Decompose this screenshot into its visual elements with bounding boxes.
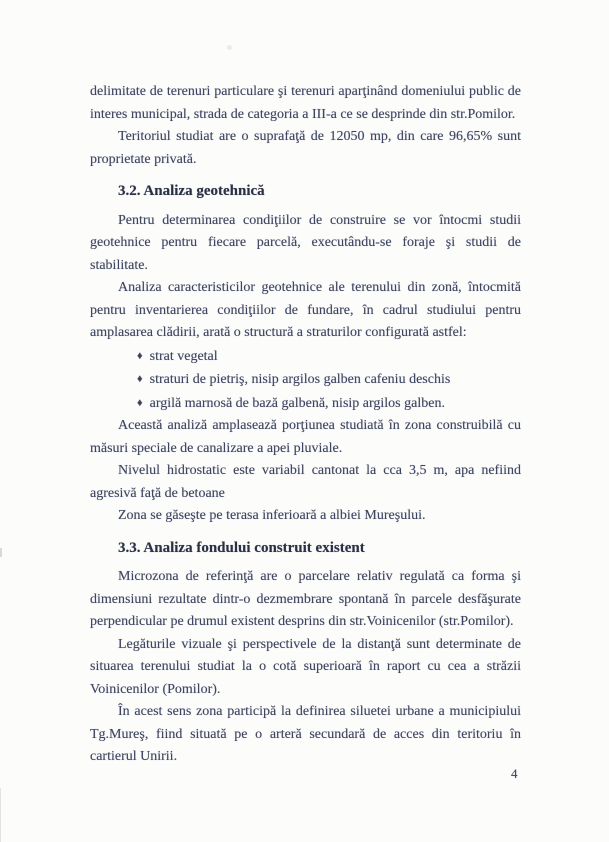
paragraph-geotech-analysis: Analiza caracteristicilor geotehnice ale terenului din zonă, întocmită pentru inventarierea condiţiilor de fundare, în cadrul studiului pentru amplasarea clădirii, arată o structură a straturilor configurată astfel: bbox=[90, 280, 521, 340]
page-number: 4 bbox=[511, 766, 518, 781]
section-heading-3-3: 3.3. Analiza fondului construit existent bbox=[118, 539, 365, 556]
strata-bullet-list bbox=[90, 345, 521, 416]
scan-artifact bbox=[0, 788, 1, 842]
paragraph-hydrostatic-level: Nivelul hidrostatic este variabil cantonat la cca 3,5 m, apa nefiind agresivă faţă de betoane bbox=[90, 463, 521, 501]
bullet-item-strat-vegetal bbox=[90, 345, 521, 369]
bullet-text: straturi de pietriş, nisip argilos galben cafeniu deschis bbox=[149, 372, 451, 387]
document-body bbox=[90, 81, 521, 769]
bullet-text: argilă marnosă de bază galbenă, nisip argilos galben. bbox=[149, 395, 445, 411]
scan-artifact bbox=[0, 548, 2, 557]
paragraph-mures-terrace: Zona se găseşte pe terasa inferioară a albiei Mureşului. bbox=[118, 508, 426, 523]
diamond-bullet-icon: ♦ bbox=[137, 373, 143, 385]
scan-speck bbox=[227, 45, 232, 50]
paragraph-visual-links: Legăturile vizuale şi perspectivele de la distanţă sunt determinate de situarea terenului studiat la o cotă superioară în raport cu cea a străzii Voinicenilor (Pomilor). bbox=[90, 636, 521, 697]
section-heading-3-2: 3.2. Analiza geotehnică bbox=[118, 183, 265, 199]
paragraph-urban-silhouette: În acest sens zona participă la definirea siluetei urbane a municipiului Tg.Mureş, fiind situată pe o arteră secundară de acces din teritoriu în cartierul Unirii. bbox=[90, 704, 521, 764]
paragraph-intro-continuation: delimitate de terenuri particulare şi terenuri aparţinând domeniului public de interes municipal, strada de categoria a III-a ce se desprinde din str.Pomilor. bbox=[90, 84, 521, 122]
paragraph-microzone: Microzona de referinţă are o parcelare relativ regulată ca forma şi dimensiuni rezultate dintr-o dezmembrare spontană în parcele desfăşurate perpendicular pe drumul existent desprins din str.Voinicenilor (str.Pomilor). bbox=[90, 569, 521, 629]
bullet-item-straturi-pietris bbox=[90, 368, 521, 392]
paragraph-territory: Teritoriul studiat are o suprafaţă de 12050 mp, din care 96,65% sunt proprietate privată. bbox=[90, 129, 521, 167]
paragraph-buildable-zone: Această analiză amplasează porţiunea studiată în zona construibilă cu măsuri speciale de canalizare a apei pluviale. bbox=[90, 418, 521, 456]
diamond-bullet-icon: ♦ bbox=[137, 349, 143, 362]
diamond-bullet-icon: ♦ bbox=[137, 396, 143, 409]
bullet-text: strat vegetal bbox=[149, 348, 218, 364]
paragraph-geotech-studies: Pentru determinarea condiţiilor de construire se vor întocmi studii geotehnice pentru fiecare parcelă, executându-se foraje şi studii de stabilitate. bbox=[90, 212, 521, 273]
bullet-item-argila-marnosa bbox=[90, 392, 521, 416]
